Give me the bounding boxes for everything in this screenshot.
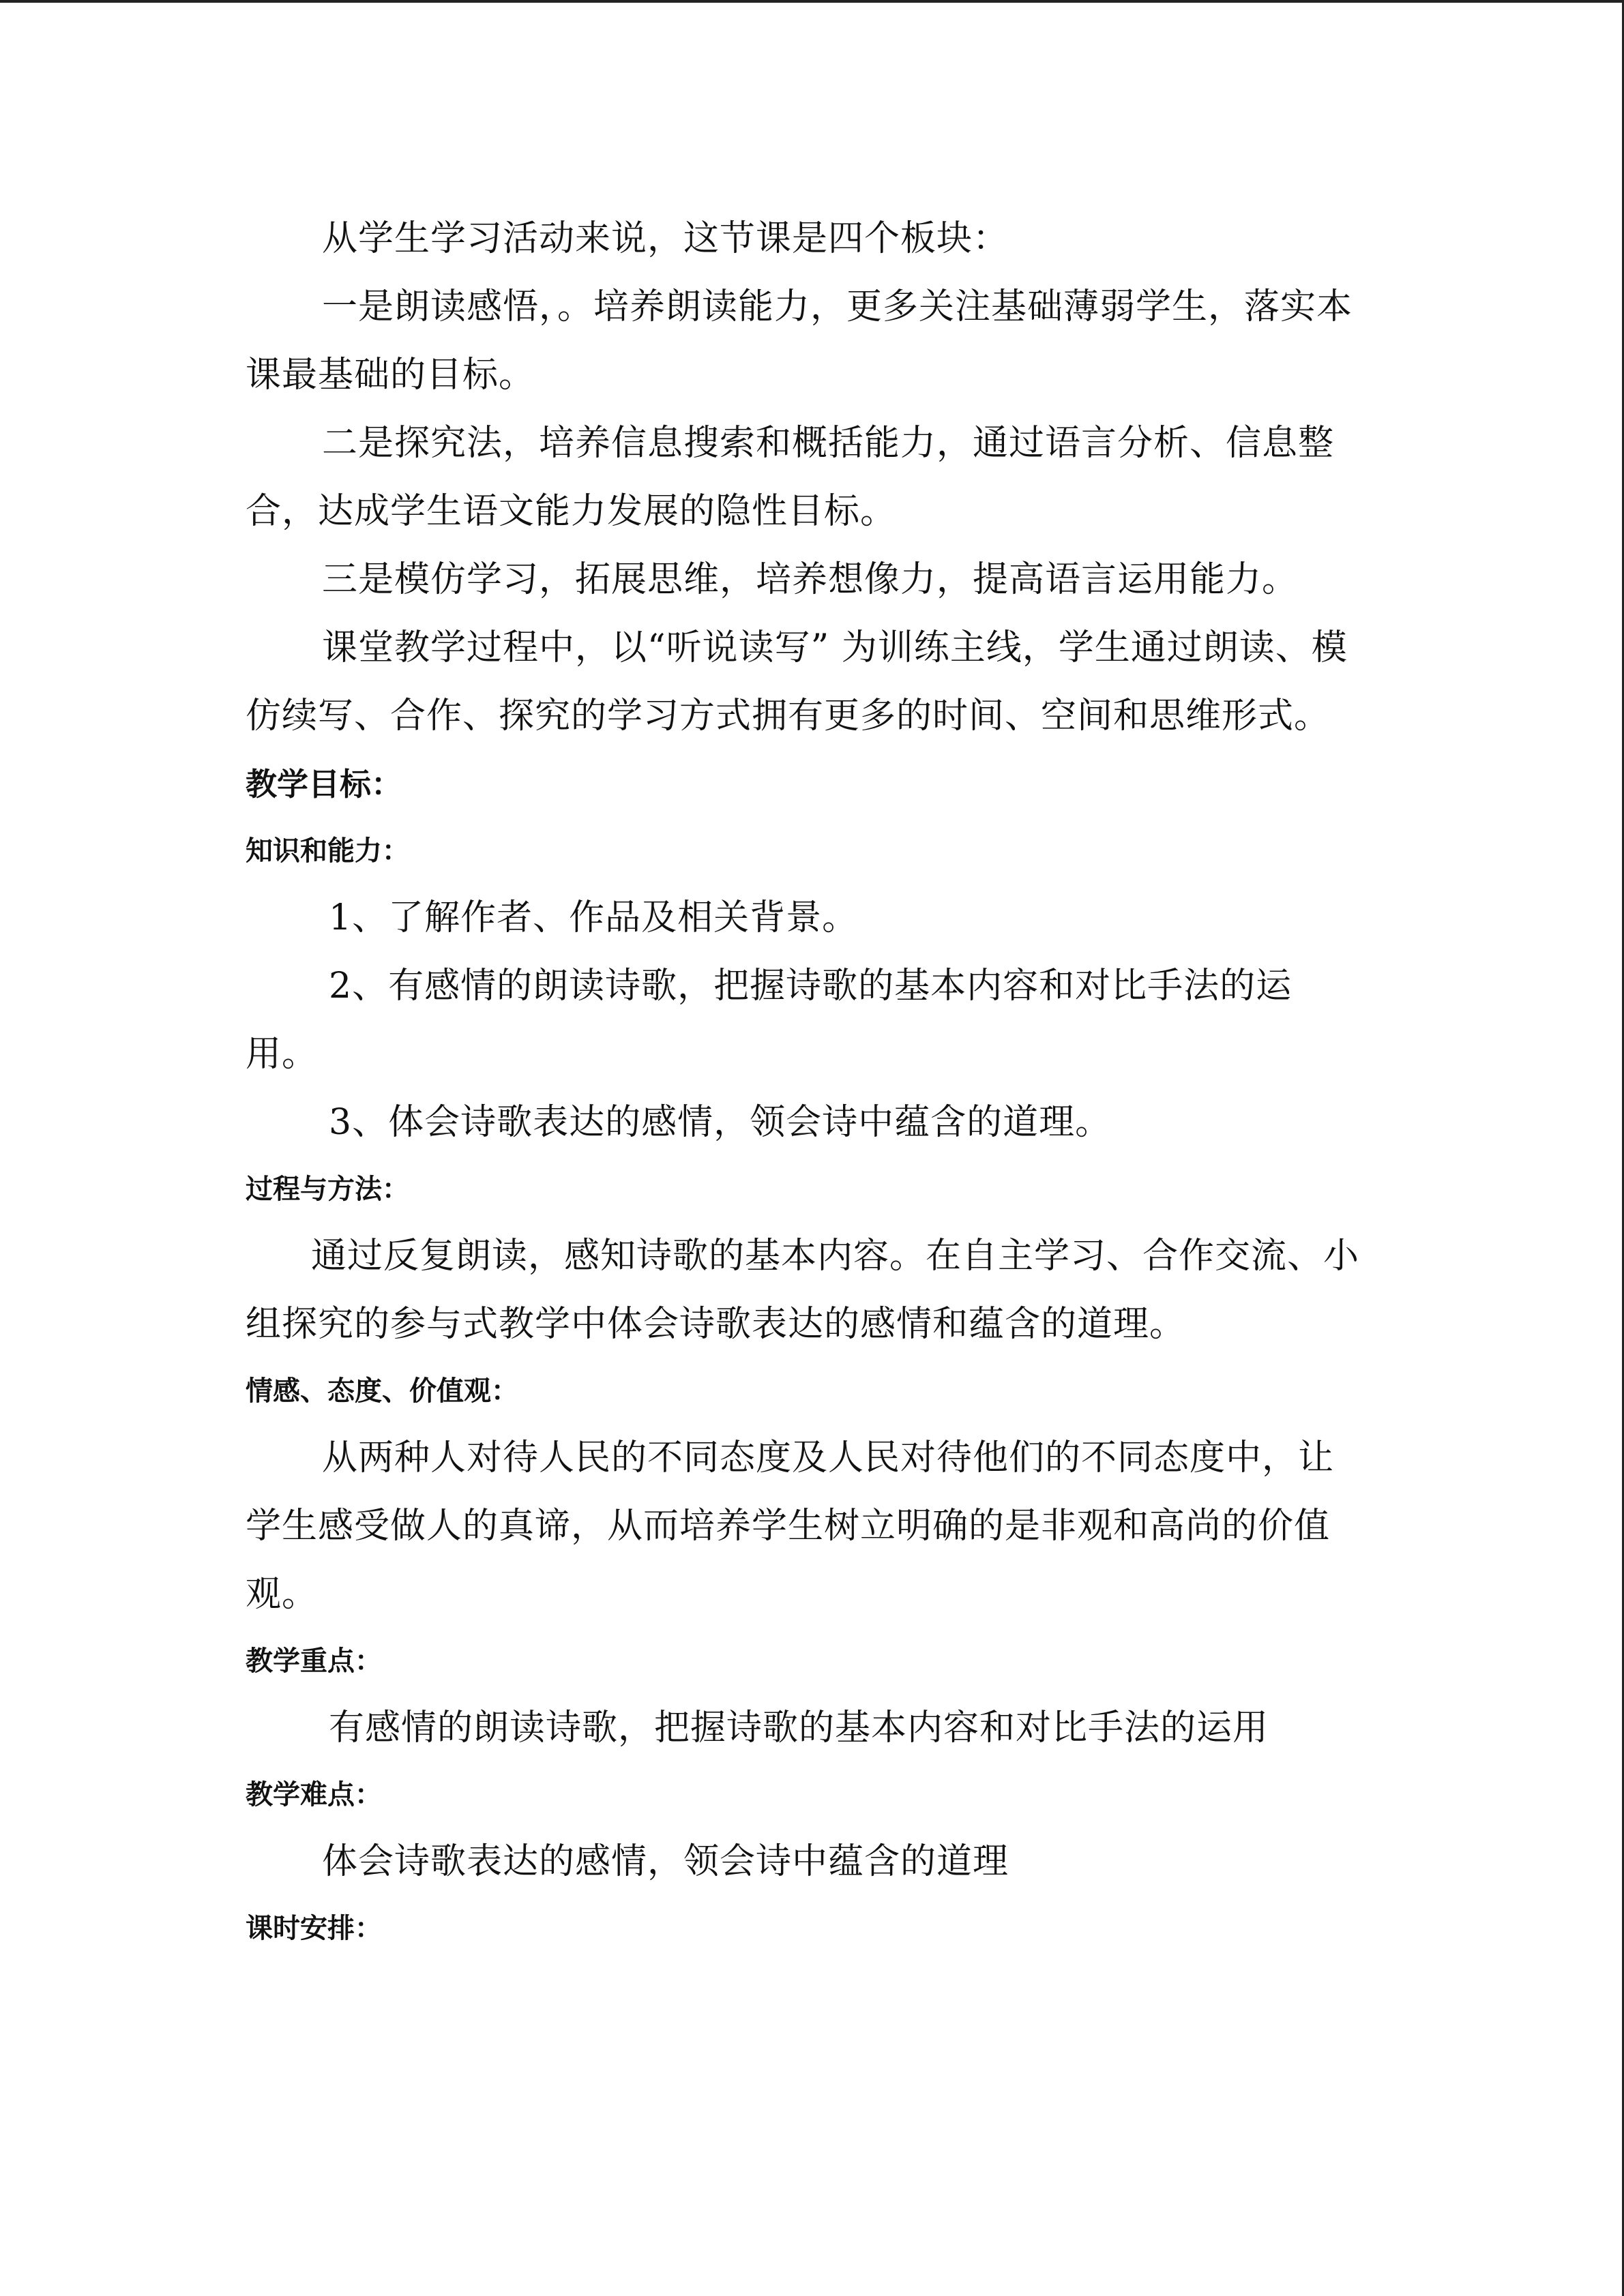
page-border-top xyxy=(0,0,1624,3)
knowledge-item-2: 2、有感情的朗读诗歌，把握诗歌的基本内容和对比手法的运用。 xyxy=(246,966,1293,1075)
knowledge-item-1: 1、了解作者、作品及相关背景。 xyxy=(329,897,859,938)
knowledge-ability-heading: 知识和能力： xyxy=(246,835,409,867)
key-point-text: 有感情的朗读诗歌，把握诗歌的基本内容和对比手法的运用 xyxy=(329,1708,1269,1748)
intro-paragraph-3: 二是探究法，培养信息搜索和概括能力，通过语言分析、信息整合，达成学生语文能力发展的隐性目标。 xyxy=(246,423,1335,532)
difficulty-heading: 教学难点： xyxy=(246,1779,382,1810)
intro-paragraph-2: 一是朗读感悟，。培养朗读能力，更多关注基础薄弱学生，落实本课最基础的目标。 xyxy=(246,286,1353,396)
emotion-values-text: 从两种人对待人民的不同态度及人民对待他们的不同态度中，让学生感受做人的真谛，从而培养学生树立明确的是非观和高尚的价值观。 xyxy=(246,1437,1335,1615)
knowledge-item-3: 3、体会诗歌表达的感情，领会诗中蕴含的道理。 xyxy=(329,1102,1112,1143)
key-point-heading: 教学重点： xyxy=(246,1645,382,1677)
teaching-goals-heading: 教学目标： xyxy=(246,766,402,803)
intro-paragraph-5: 课堂教学过程中，以“听说读写” 为训练主线，学生通过朗读、模仿续写、合作、探究的学习方式拥有更多的时间、空间和思维形式。 xyxy=(246,627,1348,736)
document-body xyxy=(246,205,1364,1961)
intro-paragraph-4: 三是模仿学习，拓展思维，培养想像力，提高语言运用能力。 xyxy=(322,559,1299,600)
intro-paragraph-1: 从学生学习活动来说，这节课是四个板块： xyxy=(322,218,1009,259)
process-method-heading: 过程与方法： xyxy=(246,1174,409,1205)
emotion-values-heading: 情感、态度、价值观： xyxy=(246,1375,518,1407)
schedule-heading: 课时安排： xyxy=(246,1913,382,1944)
process-method-text: 通过反复朗读，感知诗歌的基本内容。在自主学习、合作交流、小组探究的参与式教学中体会诗歌表达的感情和蕴含的道理。 xyxy=(246,1236,1360,1345)
difficulty-text: 体会诗歌表达的感情，领会诗中蕴含的道理 xyxy=(322,1841,1009,1882)
